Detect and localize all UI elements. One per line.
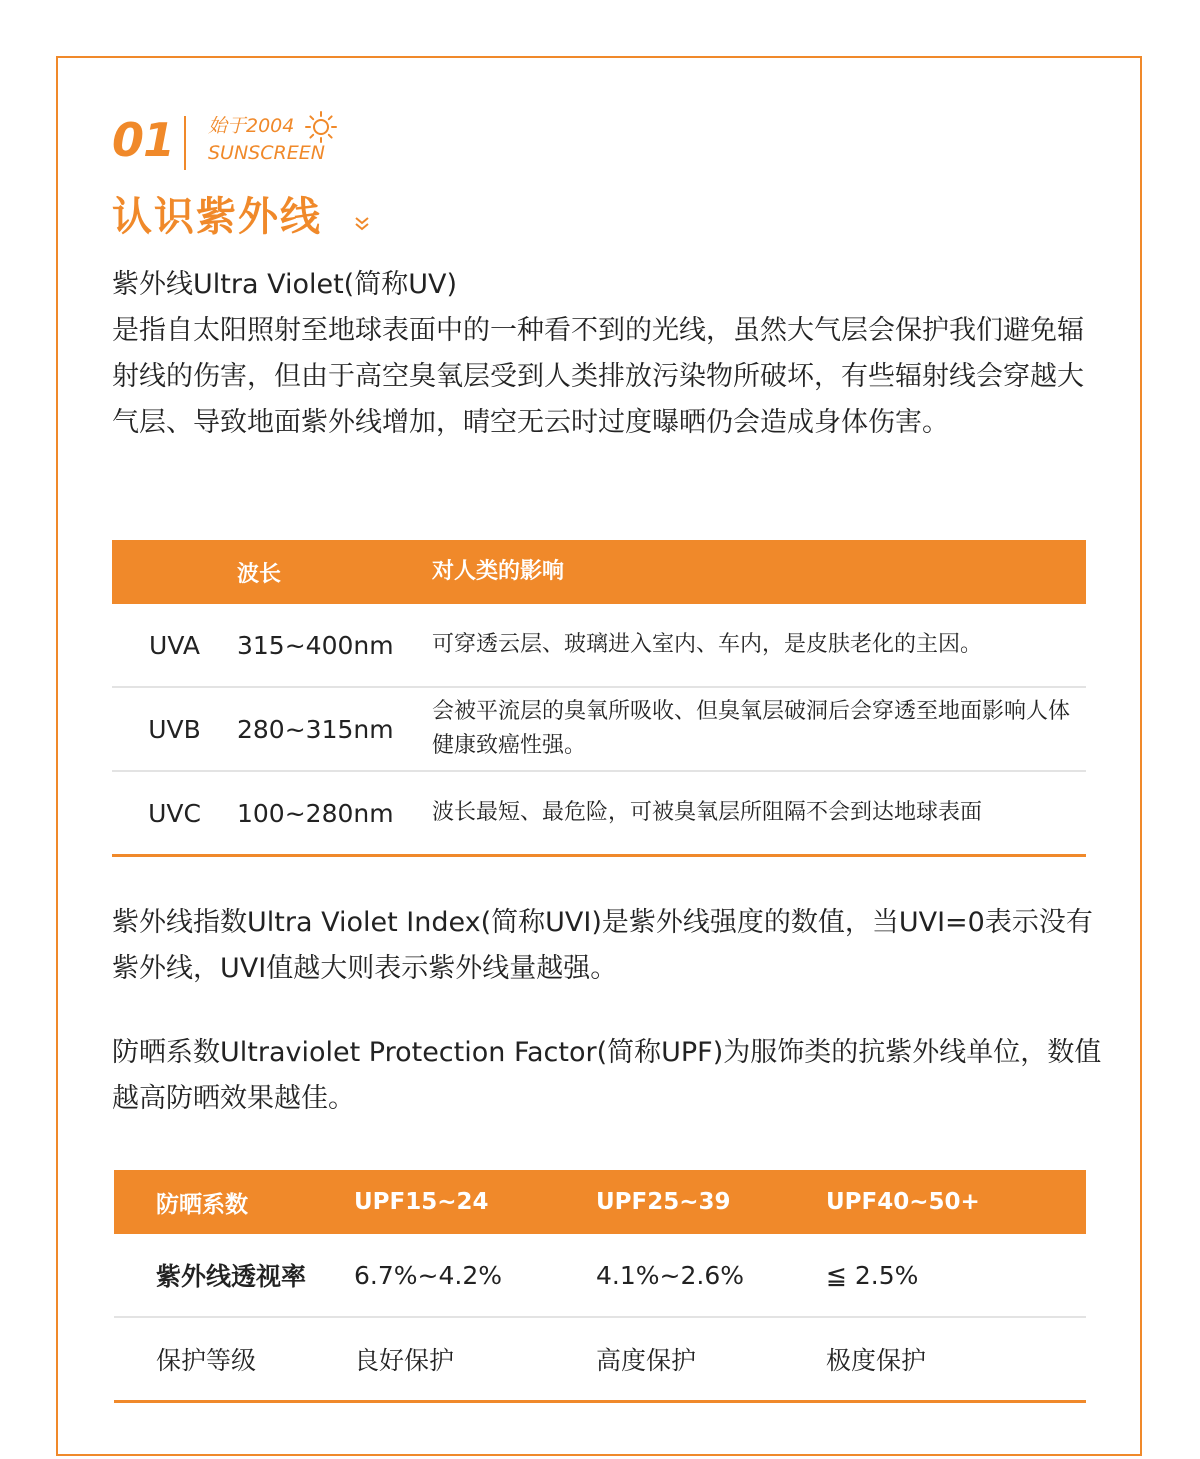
table-header-row: [114, 1170, 1086, 1234]
intro-heading: 紫外线Ultra Violet(简称UV): [112, 269, 457, 300]
uv-wavelength: 315~400nm: [237, 604, 432, 687]
uv-types-table: [112, 540, 1086, 857]
table-row: [114, 1317, 1086, 1402]
uvi-paragraph: 紫外线指数Ultra Violet Index(简称UVI)是紫外线强度的数值，当UVI=0表示没有紫外线，UVI值越大则表示紫外线量越强。: [112, 907, 1093, 984]
table-cell: 良好保护: [354, 1317, 596, 1402]
header-cell-upf-25-39: UPF25~39: [596, 1170, 826, 1234]
uv-type: UVC: [112, 771, 237, 856]
uv-type: UVB: [112, 687, 237, 771]
header-cell-upf-15-24: UPF15~24: [354, 1170, 596, 1234]
header-cell-wavelength: 波长: [237, 540, 432, 604]
table-row: [112, 771, 1086, 856]
uv-effect: 可穿透云层、玻璃进入室内、车内，是皮肤老化的主因。: [432, 604, 1086, 687]
table-row: [112, 604, 1086, 687]
section-title: 认识紫外线: [112, 194, 322, 240]
section-number: 01: [112, 113, 175, 167]
table-row: [114, 1234, 1086, 1317]
since-label: 始于2004: [208, 115, 295, 137]
sun-icon: [304, 110, 338, 144]
upf-paragraph: 防晒系数Ultraviolet Protection Factor(简称UPF)为服饰类的抗紫外线单位，数值越高防晒效果越佳。: [112, 1037, 1102, 1114]
table-cell: 高度保护: [596, 1317, 826, 1402]
table-row: [112, 687, 1086, 771]
table-cell: ≦ 2.5%: [826, 1234, 1086, 1317]
upf-table: [114, 1170, 1086, 1403]
uv-wavelength: 100~280nm: [237, 771, 432, 856]
table-header-row: [112, 540, 1086, 604]
table-cell: 6.7%~4.2%: [354, 1234, 596, 1317]
intro-body: 是指自太阳照射至地球表面中的一种看不到的光线，虽然大气层会保护我们避免辐射线的伤害，但由于高空臭氧层受到人类排放污染物所破坏，有些辐射线会穿越大气层、导致地面紫外线增加，晴空无云时过度曝晒仍会造成身体伤害。: [112, 315, 1084, 438]
header-cell-type: [112, 540, 237, 604]
row-label-protection-level: 保护等级: [114, 1317, 354, 1402]
sunscreen-label: SUNSCREEN: [208, 142, 325, 164]
table-cell: 4.1%~2.6%: [596, 1234, 826, 1317]
header-cell-upf-label: 防晒系数: [114, 1170, 354, 1234]
table-cell: 极度保护: [826, 1317, 1086, 1402]
header-cell-upf-40-50: UPF40~50+: [826, 1170, 1086, 1234]
intro-block: [112, 262, 1102, 446]
uv-type: UVA: [112, 604, 237, 687]
chevron-down-icon: [352, 210, 372, 236]
uv-wavelength: 280~315nm: [237, 687, 432, 771]
header-divider: [184, 116, 186, 170]
row-label-transmittance: 紫外线透视率: [114, 1234, 354, 1317]
uv-effect: 波长最短、最危险，可被臭氧层所阻隔不会到达地球表面: [432, 771, 1086, 856]
header-cell-effect: 对人类的影响: [432, 540, 1086, 604]
uv-effect: 会被平流层的臭氧所吸收、但臭氧层破洞后会穿透至地面影响人体健康致癌性强。: [432, 687, 1086, 771]
